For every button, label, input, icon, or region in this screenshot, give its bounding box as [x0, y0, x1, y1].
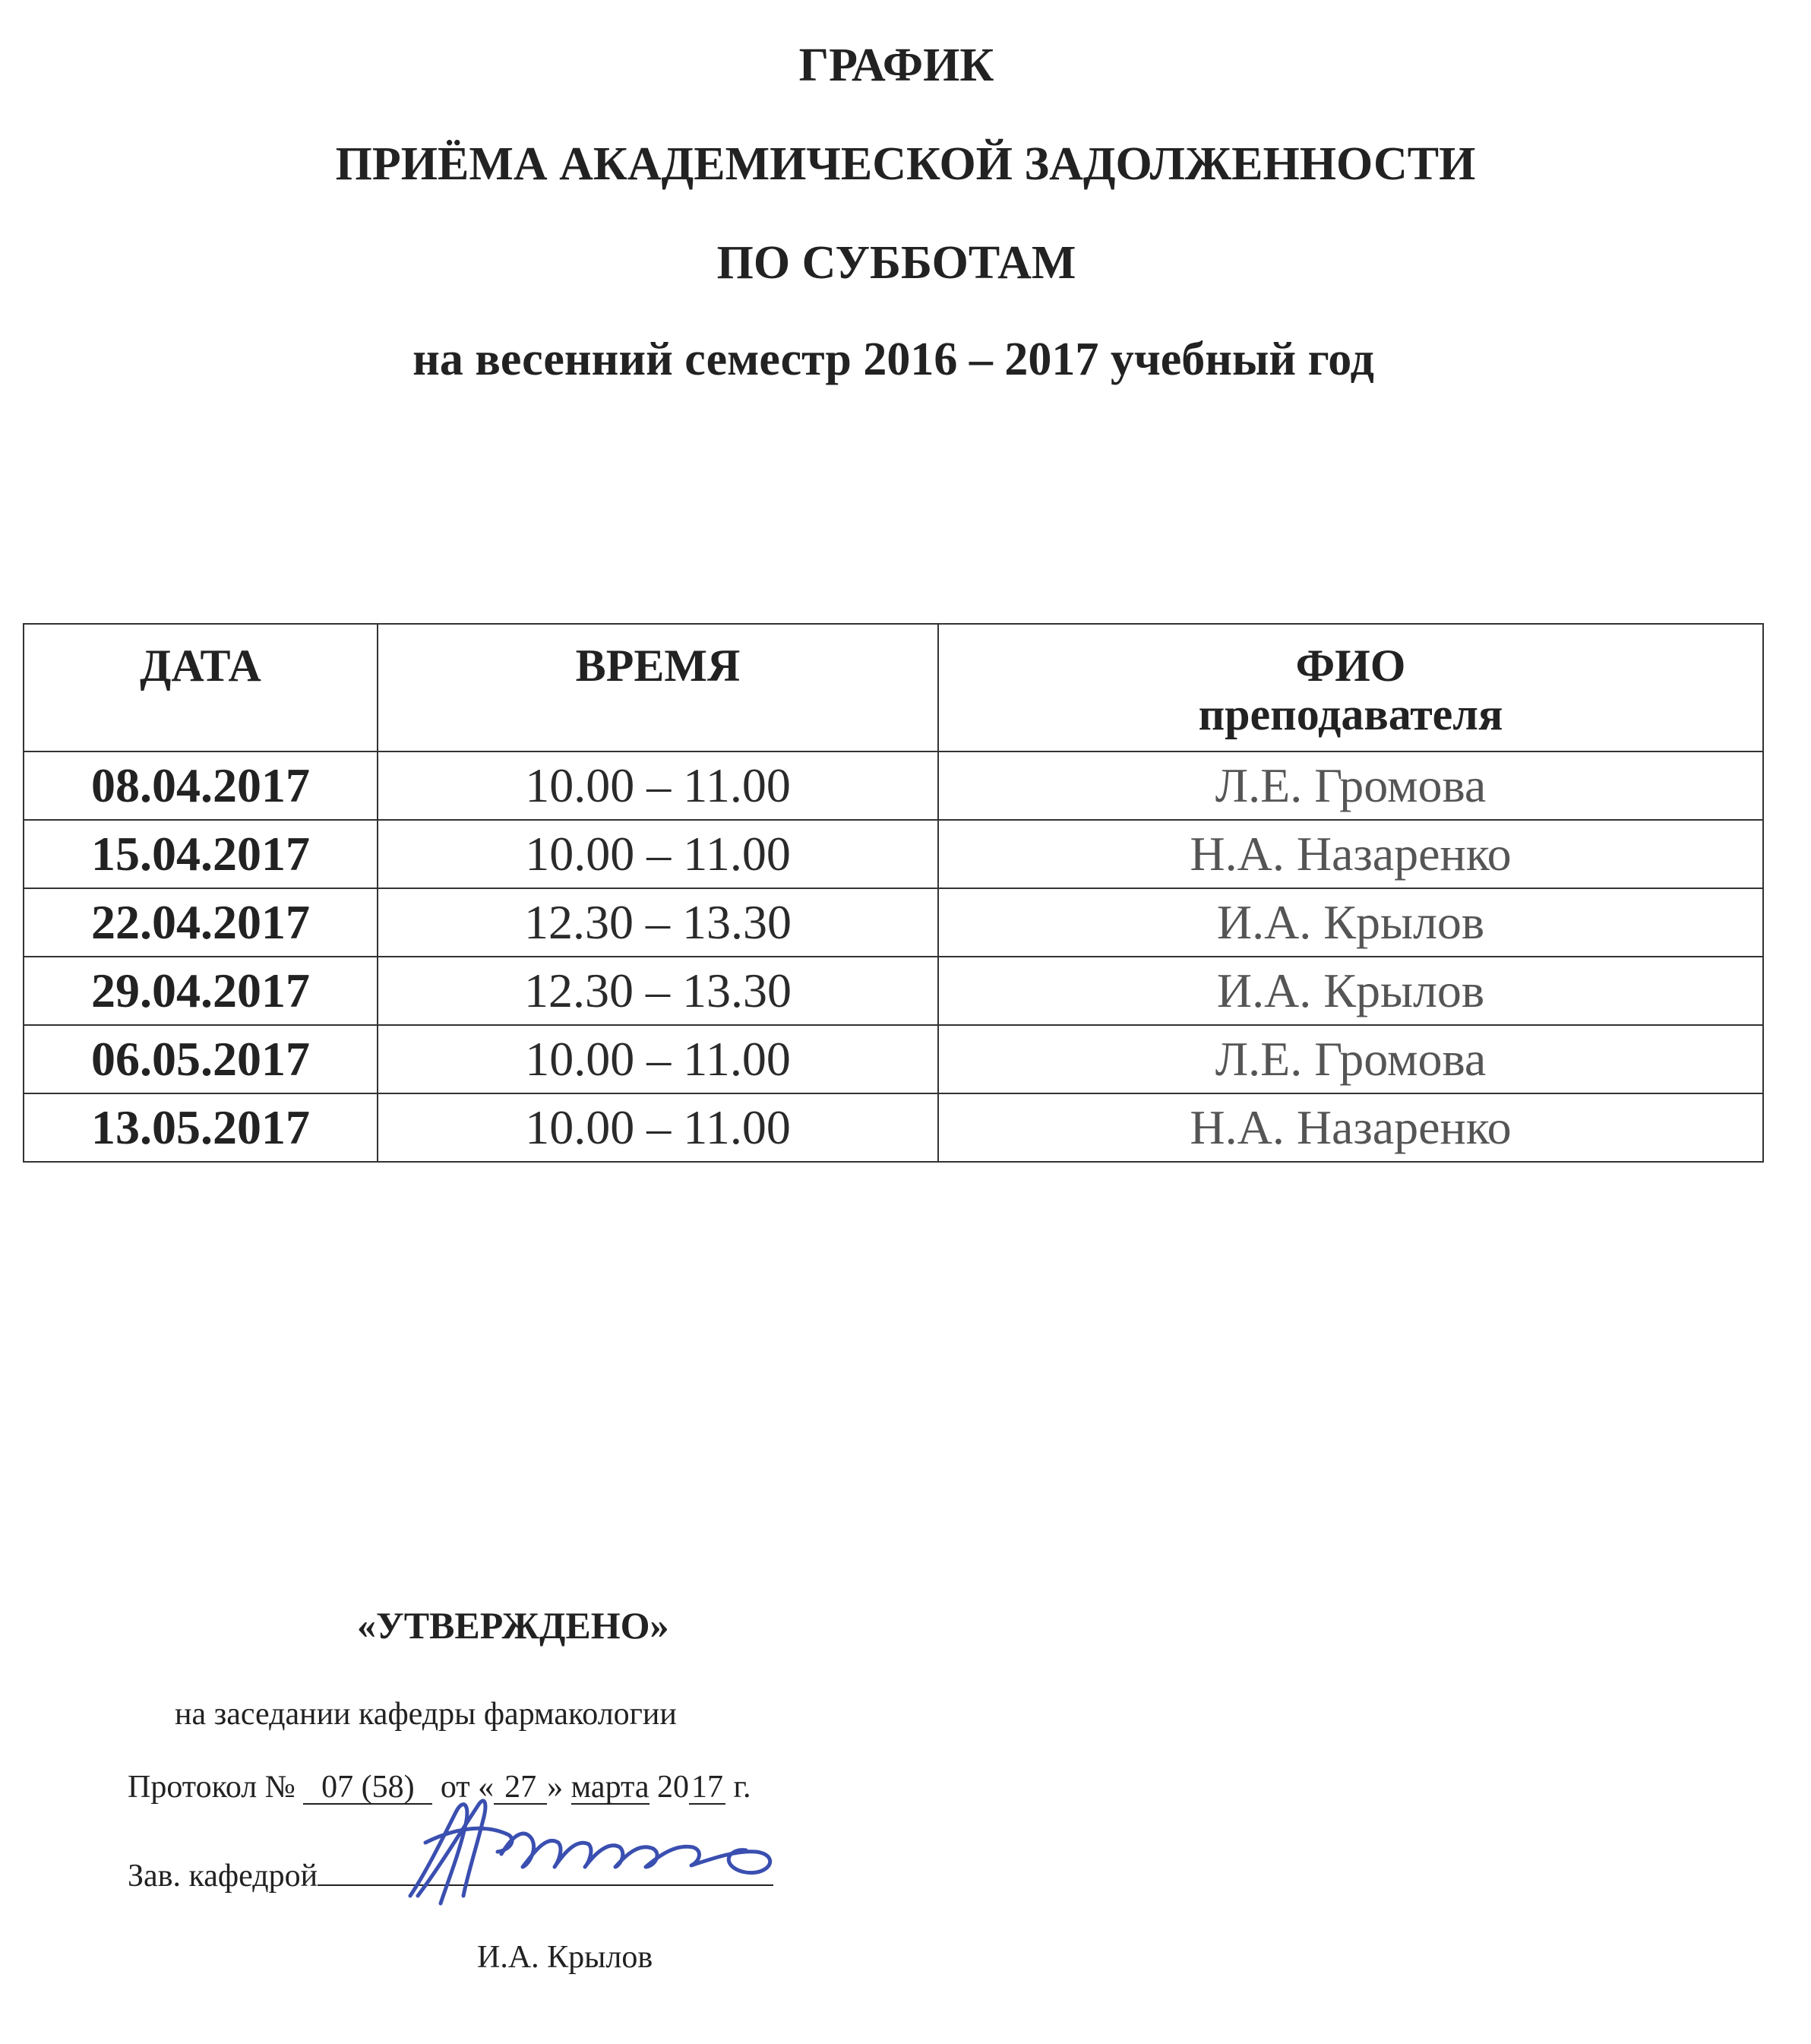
table-row — [24, 1025, 1763, 1093]
protocol-day: 27 — [494, 1771, 547, 1805]
cell-teacher: И.А. Крылов — [938, 957, 1763, 1025]
table-header-row — [24, 624, 1763, 751]
cell-date: 08.04.2017 — [24, 751, 378, 820]
protocol-month: марта — [570, 1770, 649, 1805]
cell-date: 06.05.2017 — [24, 1025, 378, 1093]
meeting-line: на заседании кафедры фармакологии — [175, 1697, 677, 1732]
cell-date: 29.04.2017 — [24, 957, 378, 1025]
cell-teacher: И.А. Крылов — [938, 888, 1763, 957]
header-teacher-line1: ФИО — [1295, 641, 1406, 691]
schedule-table — [23, 623, 1764, 1163]
title-line-1: ГРАФИК — [798, 40, 994, 91]
cell-teacher: Л.Е. Громова — [938, 751, 1763, 820]
title-line-3: ПО СУББОТАМ — [716, 237, 1076, 289]
table-row — [24, 1093, 1763, 1162]
head-label: Зав. кафедрой — [128, 1859, 318, 1894]
protocol-number: 07 (58) — [303, 1771, 432, 1805]
approval-title: «УТВЕРЖДЕНО» — [357, 1604, 669, 1647]
cell-time: 10.00 – 11.00 — [378, 1093, 938, 1162]
header-date: ДАТА — [24, 624, 378, 751]
cell-time: 12.30 – 13.30 — [378, 957, 938, 1025]
protocol-year-prefix: 20 — [657, 1770, 690, 1805]
cell-time: 10.00 – 11.00 — [378, 1025, 938, 1093]
cell-time: 10.00 – 11.00 — [378, 751, 938, 820]
title-line-4: на весенний семестр 2016 – 2017 учебный год — [412, 334, 1374, 385]
table-row — [24, 957, 1763, 1025]
cell-time: 12.30 – 13.30 — [378, 888, 938, 957]
cell-time: 10.00 – 11.00 — [378, 820, 938, 888]
protocol-prefix: Протокол № — [128, 1770, 296, 1805]
cell-teacher: Н.А. Назаренко — [938, 1093, 1763, 1162]
header-teacher — [938, 624, 1763, 751]
cell-date: 22.04.2017 — [24, 888, 378, 957]
protocol-year-suffix: 17 — [689, 1771, 725, 1805]
cell-date: 15.04.2017 — [24, 820, 378, 888]
cell-teacher: Л.Е. Громова — [938, 1025, 1763, 1093]
protocol-day-close: » — [547, 1770, 564, 1805]
protocol-year-end: г. — [733, 1770, 751, 1805]
title-line-2: ПРИЁМА АКАДЕМИЧЕСКОЙ ЗАДОЛЖЕННОСТИ — [335, 138, 1476, 190]
header-teacher-line2: преподавателя — [1198, 689, 1503, 739]
cell-date: 13.05.2017 — [24, 1093, 378, 1162]
header-time: ВРЕМЯ — [378, 624, 938, 751]
protocol-from: от « — [440, 1770, 495, 1805]
head-name: И.А. Крылов — [477, 1940, 653, 1975]
table-row — [24, 820, 1763, 888]
table-row — [24, 751, 1763, 820]
handwritten-signature-icon — [395, 1782, 790, 1919]
table-row — [24, 888, 1763, 957]
cell-teacher: Н.А. Назаренко — [938, 820, 1763, 888]
